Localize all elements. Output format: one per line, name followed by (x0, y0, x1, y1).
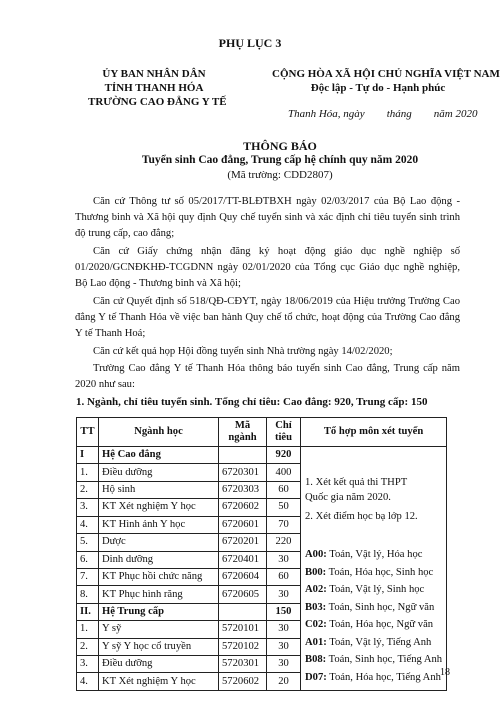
group-quota: 920 (267, 447, 301, 464)
agency-line: ỦY BAN NHÂN DÂN (102, 68, 206, 80)
motto-line: Độc lập - Tự do - Hạnh phúc (310, 82, 446, 94)
group-row-college (77, 447, 447, 464)
row-code: 6720303 (219, 481, 267, 498)
row-quota: 60 (267, 568, 301, 585)
header-quota: Chỉ tiêu (267, 418, 301, 447)
row-code: 6720602 (219, 499, 267, 516)
row-quota: 30 (267, 656, 301, 673)
paragraph-certificate: Căn cứ Giấy chứng nhận đăng ký hoạt động giáo dục nghề nghiệp số 01/2020/GCNĐKHĐ-TCGDNN ngày 02/01/2020 của Tổng cục Giáo dục nghề nghiệp, Bộ Lao động - Thương binh và Xã hội; (75, 246, 460, 289)
row-tt: 1. (77, 464, 99, 481)
combo-code: B00: (305, 566, 327, 578)
row-major: KT Xét nghiệm Y học (99, 673, 219, 691)
row-code: 6720604 (219, 568, 267, 585)
header-major: Ngành học (99, 418, 219, 447)
combo-subjects: Toán, Vật lý, Sinh học (329, 584, 425, 595)
row-major: Hộ sinh (99, 481, 219, 498)
method-line: 2. Xét điểm học bạ lớp 12. (305, 511, 418, 522)
header-right (272, 67, 500, 95)
header-code: Mã ngành (219, 418, 267, 447)
school-line: TRƯỜNG CAO ĐẲNG Y TẾ (88, 96, 227, 108)
paragraph-announcement: Trường Cao đẳng Y tế Thanh Hóa thông báo tuyển sinh Cao đẳng, Trung cấp năm 2020 như sau: (75, 363, 460, 390)
row-major: KT Phục hình răng (99, 586, 219, 603)
row-tt: 8. (77, 586, 99, 603)
paragraph-meeting: Căn cứ kết quả họp Hội đồng tuyển sinh Nhà trường ngày 14/02/2020; (93, 346, 393, 357)
combo-code: B08: (305, 654, 327, 665)
group-tt: I (77, 447, 99, 464)
row-quota: 20 (267, 673, 301, 691)
row-quota: 30 (267, 586, 301, 603)
combo-subjects: Toán, Vật lý, Tiếng Anh (329, 636, 432, 648)
row-major: KT Phục hồi chức năng (99, 568, 219, 585)
table-header-row (77, 418, 447, 447)
row-tt: 4. (77, 673, 99, 691)
row-quota: 30 (267, 551, 301, 568)
province-line: TỈNH THANH HÓA (104, 82, 204, 94)
row-tt: 3. (77, 656, 99, 673)
row-tt: 7. (77, 568, 99, 585)
combo-subjects: Toán, Sinh học, Ngữ văn (328, 601, 435, 613)
school-code: (Mã trường: CDD2807) (227, 169, 333, 181)
header-tt: TT (77, 418, 99, 447)
row-tt: 1. (77, 621, 99, 638)
method-line: Quốc gia năm 2020. (305, 492, 391, 503)
row-quota: 220 (267, 534, 301, 551)
section-heading: 1. Ngành, chỉ tiêu tuyển sinh. Tổng chỉ tiêu: Cao đẳng: 920, Trung cấp: 150 (76, 396, 428, 408)
group-quota: 150 (267, 603, 301, 620)
row-code: 6720601 (219, 516, 267, 533)
combo-code: D07: (305, 671, 327, 683)
combo-subjects: Toán, Vật lý, Hóa học (329, 549, 423, 560)
row-code: 5720101 (219, 621, 267, 638)
notice-title: THÔNG BÁO (243, 139, 317, 153)
row-tt: 2. (77, 638, 99, 655)
row-code: 5720102 (219, 638, 267, 655)
combo-code: C02: (305, 619, 327, 630)
row-quota: 30 (267, 638, 301, 655)
row-tt: 6. (77, 551, 99, 568)
appendix-title: PHỤ LỤC 3 (218, 36, 282, 50)
group-code (219, 447, 267, 464)
combo-subjects: Toán, Sinh học, Tiếng Anh (328, 654, 443, 665)
group-name: Hệ Cao đẳng (99, 447, 219, 464)
row-code: 6720301 (219, 464, 267, 481)
combo-code: A01: (305, 636, 327, 648)
row-code: 5720602 (219, 673, 267, 691)
row-major: Dược (99, 534, 219, 551)
country-line: CỘNG HÒA XÃ HỘI CHỦ NGHĨA VIỆT NAM (272, 68, 500, 80)
page-number: 18 (440, 667, 450, 678)
row-quota: 30 (267, 621, 301, 638)
row-quota: 400 (267, 464, 301, 481)
paragraph-circular: Căn cứ Thông tư số 05/2017/TT-BLĐTBXH ngày 02/03/2017 của Bộ Lao động - Thương binh và Xã hội quy định Quy chế tuyển sinh và xác định chỉ tiêu tuyển sinh trình độ trung cấp, cao đẳng; (75, 196, 460, 239)
combo-subjects: Toán, Hóa học, Ngữ văn (329, 619, 434, 630)
group-code (219, 603, 267, 620)
date-line: Thanh Hóa, ngày tháng năm 2020 (288, 108, 478, 120)
row-tt: 5. (77, 534, 99, 551)
combo-subjects: Toán, Hóa học, Tiếng Anh (329, 671, 441, 683)
group-tt: II. (77, 603, 99, 620)
header-left (88, 67, 227, 109)
row-major: Điều dưỡng (99, 464, 219, 481)
row-tt: 3. (77, 499, 99, 516)
row-tt: 4. (77, 516, 99, 533)
row-code: 5720301 (219, 656, 267, 673)
row-code: 6720401 (219, 551, 267, 568)
combo-code: A00: (305, 549, 327, 560)
group-name: Hệ Trung cấp (99, 603, 219, 620)
row-quota: 60 (267, 481, 301, 498)
quota-table (76, 417, 447, 691)
row-major: Điều dưỡng (99, 656, 219, 673)
combo-code: A02: (305, 584, 327, 595)
row-major: KT Hình ảnh Y học (99, 516, 219, 533)
row-tt: 2. (77, 481, 99, 498)
row-major: KT Xét nghiệm Y học (99, 499, 219, 516)
row-quota: 50 (267, 499, 301, 516)
row-major: Y sỹ Y học cổ truyền (99, 638, 219, 655)
admission-cell (301, 447, 447, 691)
row-code: 6720605 (219, 586, 267, 603)
method-line: 1. Xét kết quả thi THPT (305, 477, 408, 488)
paragraph-decision: Căn cứ Quyết định số 518/QĐ-CĐYT, ngày 18/06/2019 của Hiệu trưởng Trường Cao đẳng Y tế Thanh Hóa về việc ban hành Quy chế tổ chức, hoạt động của Trường Cao đẳng Y tế Thanh Hoá; (75, 296, 460, 339)
combo-code: B03: (305, 601, 327, 613)
row-major: Dinh dưỡng (99, 551, 219, 568)
row-code: 6720201 (219, 534, 267, 551)
notice-subtitle: Tuyển sinh Cao đẳng, Trung cấp hệ chính quy năm 2020 (141, 154, 419, 166)
combo-subjects: Toán, Hóa học, Sinh học (328, 566, 434, 578)
row-quota: 70 (267, 516, 301, 533)
header-combo: Tổ hợp môn xét tuyển (301, 418, 447, 447)
row-major: Y sỹ (99, 621, 219, 638)
